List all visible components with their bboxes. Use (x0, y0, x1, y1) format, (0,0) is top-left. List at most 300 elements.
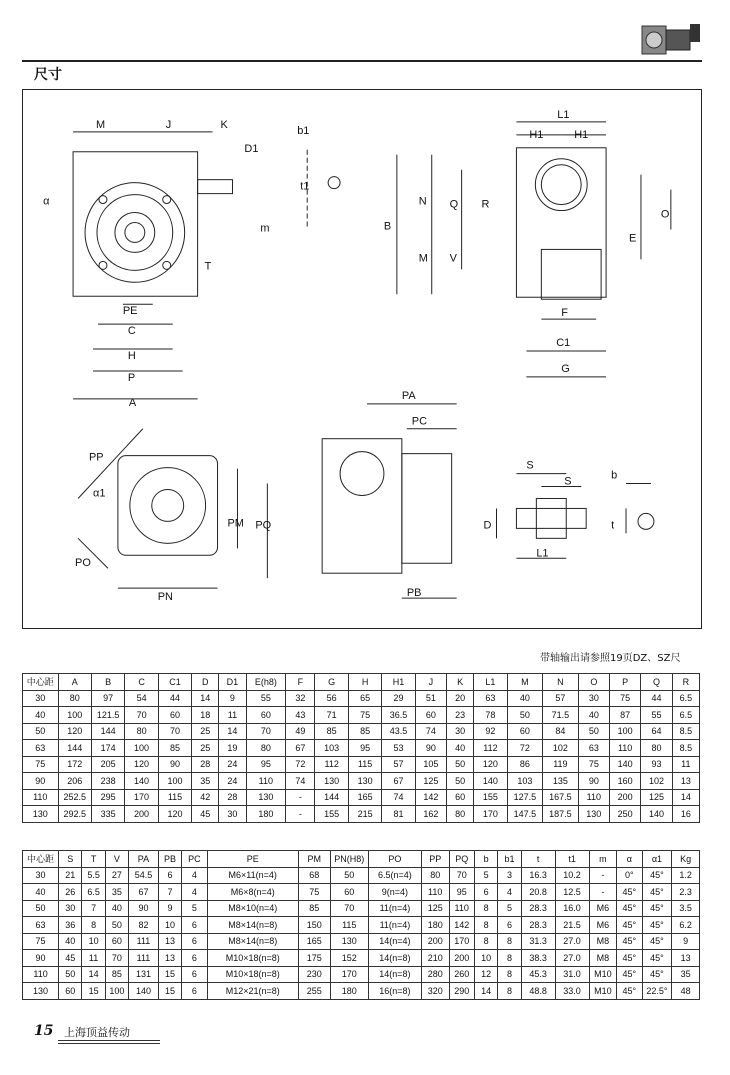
table-cell: M10 (589, 966, 617, 983)
header-cell: D1 (219, 674, 246, 691)
table-cell: 6 (182, 983, 207, 1000)
technical-drawing (22, 89, 702, 629)
table-cell: 40 (507, 690, 543, 707)
table-cell: 27.0 (555, 950, 589, 967)
table-cell: 120 (158, 806, 191, 823)
table-cell: 175 (298, 950, 330, 967)
table-cell: 290 (449, 983, 474, 1000)
header-cell: PB (158, 851, 181, 868)
footer-rule (58, 1043, 160, 1044)
table-cell: M8 (589, 950, 617, 967)
table-cell: M6 (589, 900, 617, 917)
table-cell: 110 (246, 773, 286, 790)
header-cell: PM (298, 851, 330, 868)
dim-label: α (43, 195, 50, 208)
table-cell: 74 (415, 723, 446, 740)
table-cell: 90 (415, 740, 446, 757)
table-cell: 8 (498, 933, 521, 950)
table-cell: 54.5 (129, 867, 159, 884)
table-cell: 63 (578, 740, 609, 757)
header-cell: Kg (672, 851, 700, 868)
table-row (23, 707, 700, 724)
table-cell: 50 (447, 756, 474, 773)
page-number: 15 (34, 1023, 54, 1039)
table-cell: 19 (219, 740, 246, 757)
table-cell: 100 (158, 773, 191, 790)
table-cell: 130 (578, 806, 609, 823)
table-cell: 13 (158, 950, 181, 967)
table-cell: 30 (23, 867, 59, 884)
table-cell: 238 (91, 773, 124, 790)
table-cell: 11 (82, 950, 105, 967)
table-cell: 28 (192, 756, 219, 773)
dim-label: M (418, 252, 428, 265)
table-cell: 0° (617, 867, 642, 884)
table-cell: 144 (91, 723, 124, 740)
table-cell: 150 (298, 917, 330, 934)
table-cell: 45° (617, 884, 642, 901)
table-cell: M6 (589, 917, 617, 934)
table-cell: 6.5 (82, 884, 105, 901)
table-cell: 120 (58, 723, 91, 740)
table-cell: 110 (23, 966, 59, 983)
table-cell: 14 (474, 983, 497, 1000)
table-row (23, 966, 700, 983)
table-cell: 13 (672, 773, 699, 790)
table-cell: 50 (507, 707, 543, 724)
table-cell: 31.0 (555, 966, 589, 983)
table-cell: 8 (498, 966, 521, 983)
header-cell: α (617, 851, 642, 868)
table-row (23, 806, 700, 823)
table-cell: 84 (543, 723, 579, 740)
table-cell: M10 (589, 983, 617, 1000)
dim-label: H (127, 349, 136, 362)
table-cell: 14 (82, 966, 105, 983)
header-cell: B (91, 674, 124, 691)
table-cell: M6×8(n=4) (207, 884, 298, 901)
header-cell: PQ (449, 851, 474, 868)
table-cell: 14 (672, 789, 699, 806)
table-cell: 80 (447, 806, 474, 823)
table-cell: 180 (246, 806, 286, 823)
table-cell: M8×14(n=8) (207, 933, 298, 950)
table-cell: 7 (82, 900, 105, 917)
table-cell: 155 (474, 789, 507, 806)
table-cell: 119 (543, 756, 579, 773)
table-cell: 172 (58, 756, 91, 773)
table-cell: 24 (219, 773, 246, 790)
table-cell: 200 (125, 806, 158, 823)
table-row (23, 917, 700, 934)
table-cell: 125 (421, 900, 449, 917)
header-cell: R (672, 674, 699, 691)
header-cell: M (507, 674, 543, 691)
table-cell: 130 (23, 983, 59, 1000)
table-cell: 5 (474, 867, 497, 884)
table-cell: 63 (23, 740, 59, 757)
table-cell: 170 (125, 789, 158, 806)
table-cell: 60 (507, 723, 543, 740)
table-cell: 125 (415, 773, 446, 790)
table-cell: 45° (617, 966, 642, 983)
dim-label: PE (122, 305, 138, 318)
table-cell: 38.3 (521, 950, 555, 967)
header-cell: α1 (642, 851, 672, 868)
table-cell: 57 (543, 690, 579, 707)
table-cell: 5 (182, 900, 207, 917)
table-cell: 140 (641, 806, 672, 823)
dim-label: PM (227, 517, 244, 530)
table-cell: 29 (382, 690, 415, 707)
table-cell: 40 (23, 707, 59, 724)
table-cell: 15 (158, 983, 181, 1000)
table-cell: M12×21(n=8) (207, 983, 298, 1000)
header-cell: H (348, 674, 381, 691)
header-cell: b (474, 851, 497, 868)
table-cell: 16.3 (521, 867, 555, 884)
table-cell: 24 (219, 756, 246, 773)
table-row (23, 773, 700, 790)
header-cell: b1 (498, 851, 521, 868)
table-cell: 8 (474, 900, 497, 917)
dim-label: L1 (536, 547, 549, 560)
dim-label: α1 (92, 487, 106, 500)
table-cell: 54 (125, 690, 158, 707)
table-cell: - (286, 789, 315, 806)
table-cell: 144 (315, 789, 348, 806)
table-row (23, 740, 700, 757)
table-cell: 174 (91, 740, 124, 757)
table-cell: 85 (158, 740, 191, 757)
header-cell: PP (421, 851, 449, 868)
table-cell: 100 (105, 983, 128, 1000)
table-cell: 35 (105, 884, 128, 901)
header-cell: C1 (158, 674, 191, 691)
table-cell: 48.8 (521, 983, 555, 1000)
table-cell: - (589, 884, 617, 901)
table-cell: 11(n=4) (368, 900, 421, 917)
table-cell: 250 (609, 806, 640, 823)
table-cell: 14 (192, 690, 219, 707)
table-cell: M8 (589, 933, 617, 950)
table-cell: 80 (246, 740, 286, 757)
table-cell: 12 (474, 966, 497, 983)
table-cell: 7 (158, 884, 181, 901)
table-cell: M10×18(n=8) (207, 966, 298, 983)
table-cell: 44 (158, 690, 191, 707)
table-cell: 90 (129, 900, 159, 917)
table-cell: 56 (315, 690, 348, 707)
table-cell: 60 (246, 707, 286, 724)
table-cell: 80 (421, 867, 449, 884)
dim-label: Q (449, 198, 459, 211)
table-row (23, 756, 700, 773)
header-cell: t1 (555, 851, 589, 868)
dim-label: H1 (574, 128, 589, 141)
header-cell: T (82, 851, 105, 868)
table-cell: 130 (315, 773, 348, 790)
dimension-table-2 (22, 850, 700, 1000)
table-cell: 70 (330, 900, 368, 917)
table-cell: 320 (421, 983, 449, 1000)
table-cell: 120 (125, 756, 158, 773)
table-cell: 43 (286, 707, 315, 724)
table-cell: M8×10(n=4) (207, 900, 298, 917)
header-cell: 中心距 (23, 674, 59, 691)
table-cell: 53 (382, 740, 415, 757)
table-cell: 78 (474, 707, 507, 724)
table-cell: 25 (192, 723, 219, 740)
table-cell: 14(n=4) (368, 933, 421, 950)
table-cell: 45° (642, 900, 672, 917)
table-cell: 15 (158, 966, 181, 983)
table-cell: 170 (330, 966, 368, 983)
dim-label: L1 (557, 108, 570, 121)
dim-label: PA (401, 389, 416, 402)
table-cell: 110 (609, 740, 640, 757)
header-cell: 中心距 (23, 851, 59, 868)
table-cell: 121.5 (91, 707, 124, 724)
table-cell: 144 (58, 740, 91, 757)
table-cell: 33.0 (555, 983, 589, 1000)
table-cell: 64 (641, 723, 672, 740)
company-name: 上海顶益传动 (64, 1026, 130, 1039)
table-cell: 102 (641, 773, 672, 790)
table-cell: 120 (474, 756, 507, 773)
table-cell: 180 (421, 917, 449, 934)
dim-label: PB (406, 587, 422, 600)
table-cell: 6 (158, 867, 181, 884)
table-cell: M6×11(n=4) (207, 867, 298, 884)
table-cell: 45° (642, 867, 672, 884)
table-cell: 335 (91, 806, 124, 823)
table-cell: 51 (415, 690, 446, 707)
table-cell: 50 (23, 723, 59, 740)
table-cell: 45° (642, 917, 672, 934)
table-cell: 14 (219, 723, 246, 740)
table-cell: 140 (129, 983, 159, 1000)
table-cell: 105 (415, 756, 446, 773)
table-cell: 200 (449, 950, 474, 967)
table-cell: 115 (348, 756, 381, 773)
header-cell: V (105, 851, 128, 868)
table-cell: 6 (182, 933, 207, 950)
table-cell: 170 (449, 933, 474, 950)
table-cell: 43.5 (382, 723, 415, 740)
table-cell: 4 (182, 867, 207, 884)
table-cell: 127.5 (507, 789, 543, 806)
table-cell: 57 (382, 756, 415, 773)
table-cell: 60 (105, 933, 128, 950)
table-cell: 45° (642, 950, 672, 967)
table-cell: 40 (578, 707, 609, 724)
header-cell: PE (207, 851, 298, 868)
table-cell: 74 (286, 773, 315, 790)
table-cell: 45° (617, 983, 642, 1000)
table-cell: 200 (421, 933, 449, 950)
table-cell: 50 (578, 723, 609, 740)
table-cell: 70 (158, 723, 191, 740)
table-cell: 6.5 (672, 707, 699, 724)
table-cell: 60 (415, 707, 446, 724)
table-cell: 130 (246, 789, 286, 806)
table-cell: 6 (474, 884, 497, 901)
dim-label: D1 (244, 142, 259, 155)
footer-rule (58, 1040, 160, 1041)
table-cell: 8 (474, 917, 497, 934)
table-cell: 70 (105, 950, 128, 967)
table-cell: 35 (672, 966, 700, 983)
table-cell: 140 (609, 756, 640, 773)
table-cell: 30 (447, 723, 474, 740)
table-cell: 90 (578, 773, 609, 790)
table-cell: 80 (125, 723, 158, 740)
dim-label: N (418, 195, 427, 208)
table-row (23, 884, 700, 901)
table-cell: 45° (617, 950, 642, 967)
dim-label: J (165, 118, 172, 131)
product-thumbnail (640, 16, 702, 58)
dim-label: PN (157, 591, 173, 604)
table-cell: 10 (474, 950, 497, 967)
table-cell: 100 (125, 740, 158, 757)
table-cell: 40 (105, 900, 128, 917)
table-cell: 90 (158, 756, 191, 773)
table-cell: 48 (672, 983, 700, 1000)
table-cell: 90 (23, 773, 59, 790)
table-cell: 6.5(n=4) (368, 867, 421, 884)
table-cell: 21.5 (555, 917, 589, 934)
table-cell: 14(n=8) (368, 966, 421, 983)
header-cell: PA (129, 851, 159, 868)
table-cell: 45.3 (521, 966, 555, 983)
table-cell: 49 (286, 723, 315, 740)
table-cell: 8 (474, 933, 497, 950)
table-cell: 81 (382, 806, 415, 823)
table-cell: 6 (182, 966, 207, 983)
table-cell: 75 (23, 756, 59, 773)
table-cell: 8.5 (672, 740, 699, 757)
table-cell: 60 (158, 707, 191, 724)
table-cell: 260 (449, 966, 474, 983)
table-cell: 170 (474, 806, 507, 823)
table-cell: 87 (609, 707, 640, 724)
table-cell: 45 (192, 806, 219, 823)
table-cell: 44 (641, 690, 672, 707)
dimension-table-1 (22, 673, 700, 823)
table-cell: 140 (125, 773, 158, 790)
header-cell: E(h8) (246, 674, 286, 691)
table-cell: 180 (330, 983, 368, 1000)
table-cell: 72 (507, 740, 543, 757)
table-cell: 60 (447, 789, 474, 806)
table-cell: 27 (105, 867, 128, 884)
table-cell: 30 (23, 690, 59, 707)
table-cell: 71.5 (543, 707, 579, 724)
table-cell: 70 (246, 723, 286, 740)
table-cell: 95 (449, 884, 474, 901)
dim-label: K (220, 118, 228, 131)
dim-label: b1 (297, 124, 310, 137)
table-cell: 18 (192, 707, 219, 724)
header-cell: H1 (382, 674, 415, 691)
table-cell: 6.5 (672, 690, 699, 707)
table-cell: 67 (382, 773, 415, 790)
table-cell: 65 (348, 690, 381, 707)
table-cell: 68 (298, 867, 330, 884)
header-cell: PO (368, 851, 421, 868)
table-header-row (23, 674, 700, 691)
table-cell: 67 (286, 740, 315, 757)
table-cell: 82 (129, 917, 159, 934)
table-cell: 42 (192, 789, 219, 806)
table-cell: 1.2 (672, 867, 700, 884)
table-cell: 20 (447, 690, 474, 707)
header-cell: A (58, 674, 91, 691)
table-cell: 100 (58, 707, 91, 724)
table-cell: 10 (158, 917, 181, 934)
table-cell: 11 (672, 756, 699, 773)
table-cell: 30 (578, 690, 609, 707)
table-cell: 50 (105, 917, 128, 934)
table-cell: 11 (219, 707, 246, 724)
table-cell: 13 (672, 950, 700, 967)
table-cell: 9 (672, 933, 700, 950)
table-cell: 10 (82, 933, 105, 950)
table-row (23, 867, 700, 884)
table-cell: 72 (286, 756, 315, 773)
table-cell: 142 (415, 789, 446, 806)
table-cell: 40 (447, 740, 474, 757)
table-cell: 95 (348, 740, 381, 757)
dim-label: m (260, 222, 270, 235)
dim-label: M (95, 118, 106, 131)
table-cell: 110 (449, 900, 474, 917)
dim-label: H1 (529, 128, 544, 141)
header-cell: P (609, 674, 640, 691)
table-cell: 130 (348, 773, 381, 790)
table-cell: 16 (672, 806, 699, 823)
table-cell: 160 (609, 773, 640, 790)
header-cell: Q (641, 674, 672, 691)
table-cell: 63 (23, 917, 59, 934)
table-cell: 92 (474, 723, 507, 740)
dim-label: F (561, 307, 568, 320)
table-cell: 22.5° (642, 983, 672, 1000)
table-cell: 45° (642, 884, 672, 901)
table-cell: 97 (91, 690, 124, 707)
table-cell: 85 (298, 900, 330, 917)
table-cell: 255 (298, 983, 330, 1000)
table-cell: 55 (246, 690, 286, 707)
table-cell: 93 (641, 756, 672, 773)
table-cell: 75 (298, 884, 330, 901)
dim-label: S (564, 475, 572, 488)
table-cell: 45° (642, 933, 672, 950)
table-cell: 14(n=8) (368, 950, 421, 967)
table-cell: 16(n=8) (368, 983, 421, 1000)
table-cell: 162 (415, 806, 446, 823)
table-cell: 85 (315, 723, 348, 740)
table-cell: 125 (641, 789, 672, 806)
table-cell: M10×18(n=8) (207, 950, 298, 967)
table-cell: 135 (543, 773, 579, 790)
page-title: 尺寸 (34, 67, 62, 83)
table-cell: 32 (286, 690, 315, 707)
table-cell: 155 (315, 806, 348, 823)
table-cell: 50 (447, 773, 474, 790)
